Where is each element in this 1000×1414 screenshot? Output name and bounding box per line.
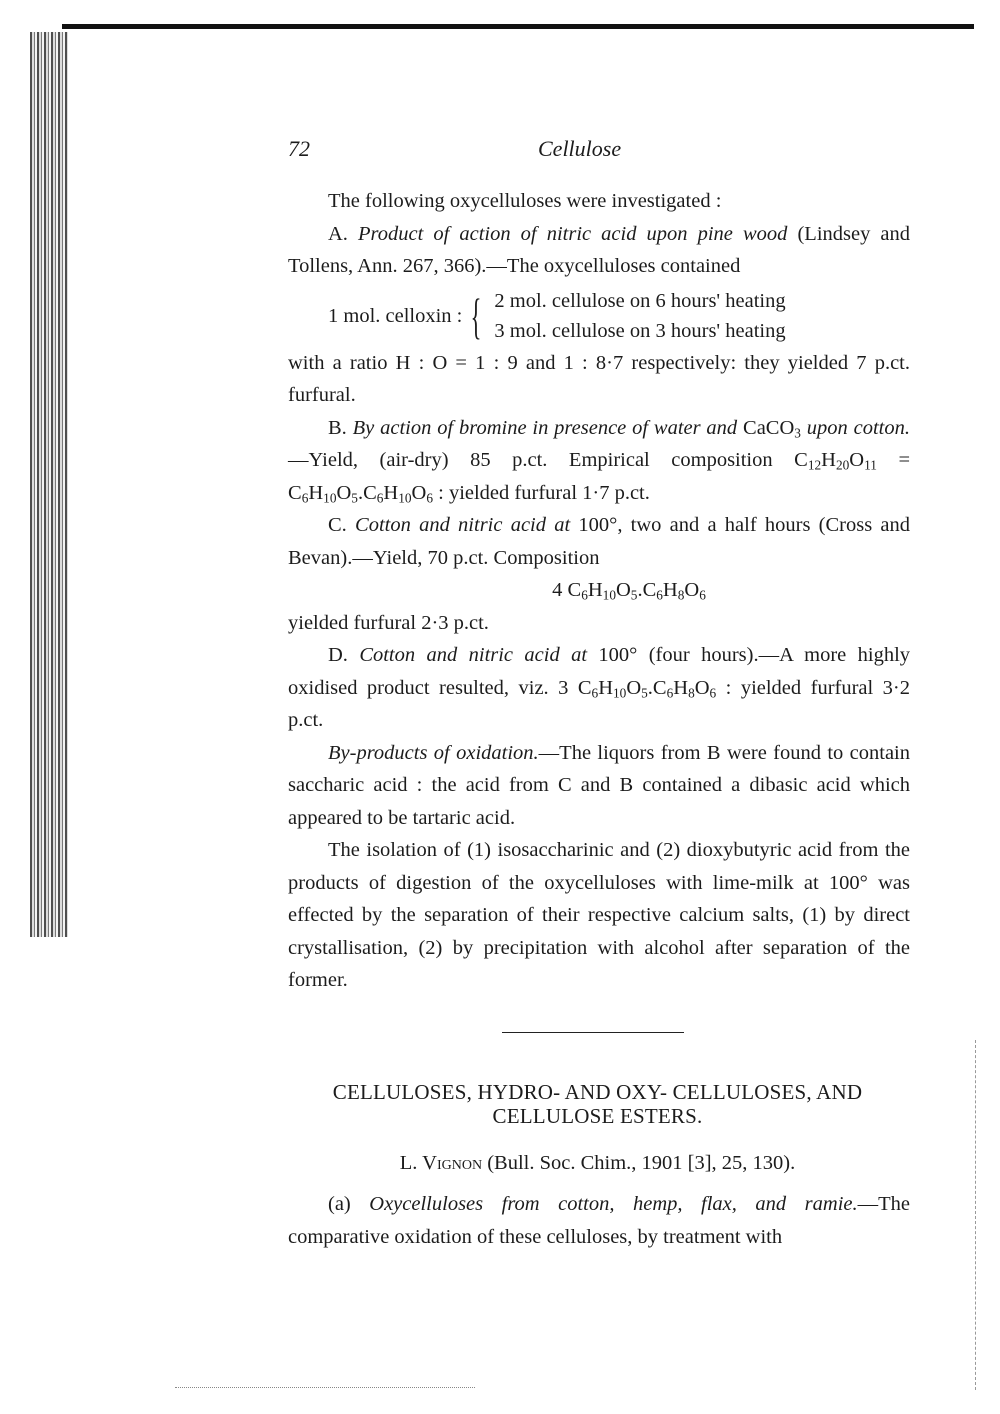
text-d: 100° (four hours).—A more highly oxidised product resulted, viz. <box>288 644 911 699</box>
label-c: C. <box>328 514 347 536</box>
paragraph-d <box>288 639 910 737</box>
title-c: Cotton and nitric acid at <box>355 514 571 536</box>
celloxin-line-2: 3 mol. cellulose on 3 hours' heating <box>494 319 786 342</box>
text-b-tail: : yielded furfural 1·7 p.ct. <box>438 481 650 504</box>
main-text <box>288 185 910 997</box>
running-head <box>288 136 888 166</box>
text-a: (Lindsey and Tollens, Ann. 267, 366).—The oxycelluloses contained <box>288 222 911 277</box>
paragraph-a <box>288 218 910 283</box>
citation: (Bull. Soc. Chim., 1901 [3], 25, 130). <box>487 1152 796 1174</box>
title-a: Product of action of nitric acid upon pine wood <box>358 222 788 245</box>
paragraph-c <box>288 509 910 574</box>
celloxin-label: 1 mol. celloxin : <box>328 304 463 327</box>
scan-smudge <box>175 1387 475 1389</box>
paragraph-isolation: The isolation of (1) isosaccharinic and (2) dioxybutyric acid from the products of digestion of the oxycelluloses with lime-milk at 100° was effected by the separation of their respective calcium salts, (1) by direct crystallisation, (2) by precipitation with alcohol after separation of the former. <box>288 839 910 991</box>
formula-b-rendered: $C_{12}H_{20}O_{11} = C_6H_{10}O_5.C_6H_{10}O_6$ <box>288 449 911 506</box>
text-b: —Yield, (air-dry) 85 p.ct. Empirical composition <box>288 449 773 471</box>
celloxin-lines <box>494 286 785 346</box>
label-d: D. <box>328 644 348 666</box>
binding-shadow <box>30 32 68 937</box>
title-oxycelluloses: Oxycelluloses from cotton, hemp, flax, and ramie. <box>369 1193 858 1215</box>
celloxin-brace <box>328 285 910 347</box>
byline <box>285 1152 910 1175</box>
section-divider <box>502 1032 684 1033</box>
paragraph-c-furfural: yielded furfural 2·3 p.ct. <box>288 611 489 634</box>
section-heading-line-2: CELLULOSE ESTERS. <box>492 1104 703 1128</box>
celloxin-line-1: 2 mol. cellulose on 6 hours' heating <box>494 289 786 312</box>
section-text <box>288 1188 910 1253</box>
formula-c: 4 $C_6H_{10}O_5.C_6H_8O_6$ <box>552 579 706 603</box>
title-b: By action of bromine in presence of water and <box>352 416 738 439</box>
page-edge-right <box>975 1040 977 1390</box>
text-byproducts: —The liquors from B were found to contain saccharic acid : the acid from C and B contained a dibasic acid which appeared to be tartaric acid. <box>288 741 910 829</box>
author: L. Vignon <box>399 1152 483 1174</box>
page-number: 72 <box>288 136 310 161</box>
label-a-lower: (a) <box>328 1193 351 1215</box>
brace-glyph: { <box>470 287 482 344</box>
text-oxycelluloses: —The comparative oxidation of these celluloses, by treatment with <box>288 1193 910 1248</box>
paragraph-a-ratio: with a ratio H : O = 1 : 9 and 1 : 8·7 respectively: they yielded 7 p.ct. furfural. <box>288 351 910 406</box>
section-heading <box>285 1080 910 1128</box>
title-d: Cotton and nitric acid at <box>359 644 588 666</box>
title-b-2: upon cotton. <box>806 416 910 439</box>
section-heading-line-1: CELLULOSES, HYDRO- AND OXY- CELLULOSES, AND <box>332 1080 863 1104</box>
text-d-tail: : yielded furfural 3·2 p.ct. <box>288 676 911 731</box>
title-byproducts: By-products of oxidation. <box>328 741 539 764</box>
page-top-edge <box>62 24 974 29</box>
paragraph-b <box>288 412 910 510</box>
formula-d-rendered: 3 $C_6H_{10}O_5.C_6H_8O_6$ <box>558 676 717 701</box>
paragraph-intro: The following oxycelluloses were investigated : <box>328 190 722 212</box>
paragraph-byproducts <box>288 737 910 835</box>
running-title: Cellulose <box>538 136 622 161</box>
label-a: A. <box>328 222 348 245</box>
paragraph-oxycelluloses <box>288 1188 910 1253</box>
text-c: 100°, two and a half hours (Cross and Bevan).—Yield, 70 p.ct. Composition <box>288 514 911 569</box>
label-b: B. <box>328 416 347 439</box>
caco3-formula: CaCO$_3$ <box>743 416 801 441</box>
